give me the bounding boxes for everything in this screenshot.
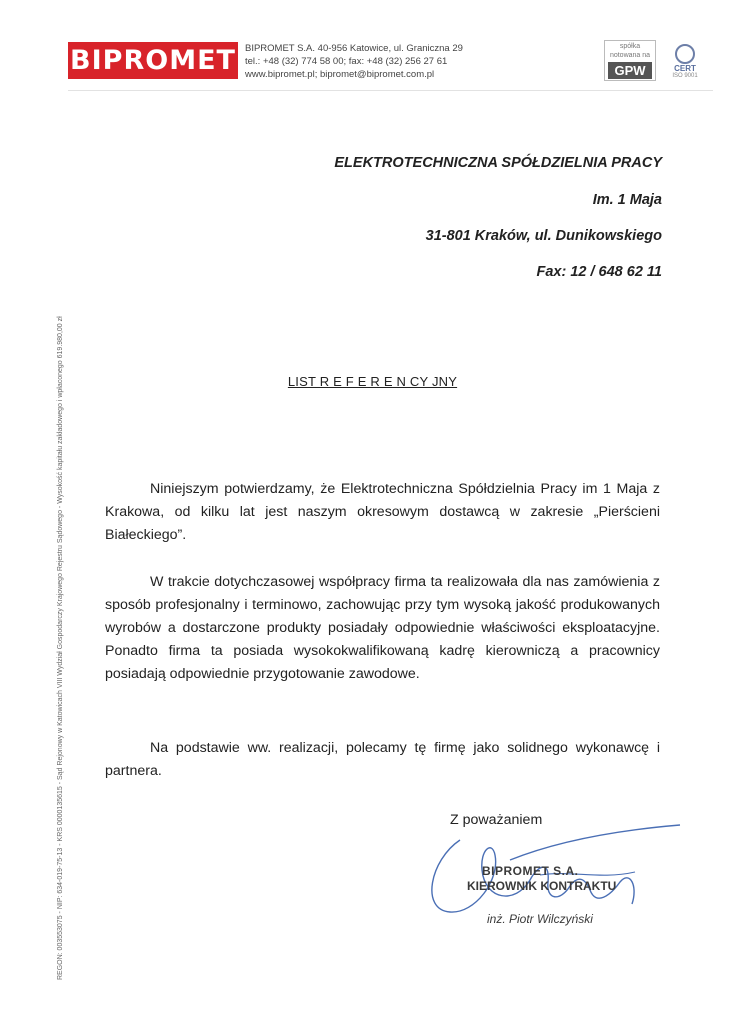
gpw-badge xyxy=(604,40,656,81)
closing-phrase: Z poważaniem xyxy=(450,812,543,828)
company-logo: BIPROMET xyxy=(68,42,238,79)
company-contact-block xyxy=(245,42,463,81)
paragraph-3: Na podstawie ww. realizacji, polecamy tę firmę jako solidnego wykonawcę i partnera. xyxy=(105,740,660,779)
gpw-badge-label: GPW xyxy=(608,62,652,79)
stamp-role: KIEROWNIK KONTRAKTU xyxy=(467,879,617,893)
cert-badge xyxy=(658,42,712,79)
recipient-address: 31-801 Kraków, ul. Dunikowskiego xyxy=(425,228,662,244)
stamp-company: BIPROMET S.A. xyxy=(482,864,579,878)
recipient-patron: Im. 1 Maja xyxy=(592,192,662,208)
recipient-fax: Fax: 12 / 648 62 11 xyxy=(536,264,662,280)
company-phone: tel.: +48 (32) 774 58 00; fax: +48 (32) 256 27 61 xyxy=(245,56,448,67)
gpw-badge-caption: spółka notowana na xyxy=(609,43,651,59)
letter-title-text: LIST R E F E R E N CY JNY xyxy=(287,374,458,389)
recipient-name: ELEKTROTECHNICZNA SPÓŁDZIELNIA PRACY xyxy=(334,155,662,171)
paragraph-1: Niniejszym potwierdzamy, że Elektrotechniczna Spółdzielnia Pracy im 1 Maja z Krakowa, od kilku lat jest naszym okresowym dostawcą w zakresie „Pierścieni Białeckiego”. xyxy=(105,481,660,543)
company-address: BIPROMET S.A. 40-956 Katowice, ul. Graniczna 29 xyxy=(245,43,463,54)
registry-sidebar-text: REGON: 003553075 - NIP: 634-019-75-13 - KRS 0000135615 - Sąd Rejonowy w Katowicach VIII Wydział Gospodarczy Krajowego Rejestru Sądowego - Wysokość kapitału zakładowego i wpłaconego 619.980,00 zł xyxy=(57,316,64,980)
cert-badge-sub: ISO 9001 xyxy=(672,73,698,79)
cert-seal-icon xyxy=(675,44,695,64)
header-divider xyxy=(68,90,713,91)
stamp-name: inż. Piotr Wilczyński xyxy=(487,912,593,926)
paragraph-2: W trakcie dotychczasowej współpracy firma ta realizowała dla nas zamówienia z sposób profesjonalny i terminowo, zachowując przy tym wysoką jakość produkowanych wyrobów a dostarczone produkty posiadały odpowiednie właściwości eksploatacyjne. Ponadto firma ta posiada wysokokwalifikowaną kadrę kierowniczą a pracownicy posiadają odpowiednie przygotowanie zawodowe. xyxy=(105,574,660,682)
letter-title xyxy=(0,373,745,391)
company-web: www.bipromet.pl; bipromet@bipromet.com.pl xyxy=(245,69,435,80)
cert-badge-label: CERT xyxy=(674,64,696,73)
